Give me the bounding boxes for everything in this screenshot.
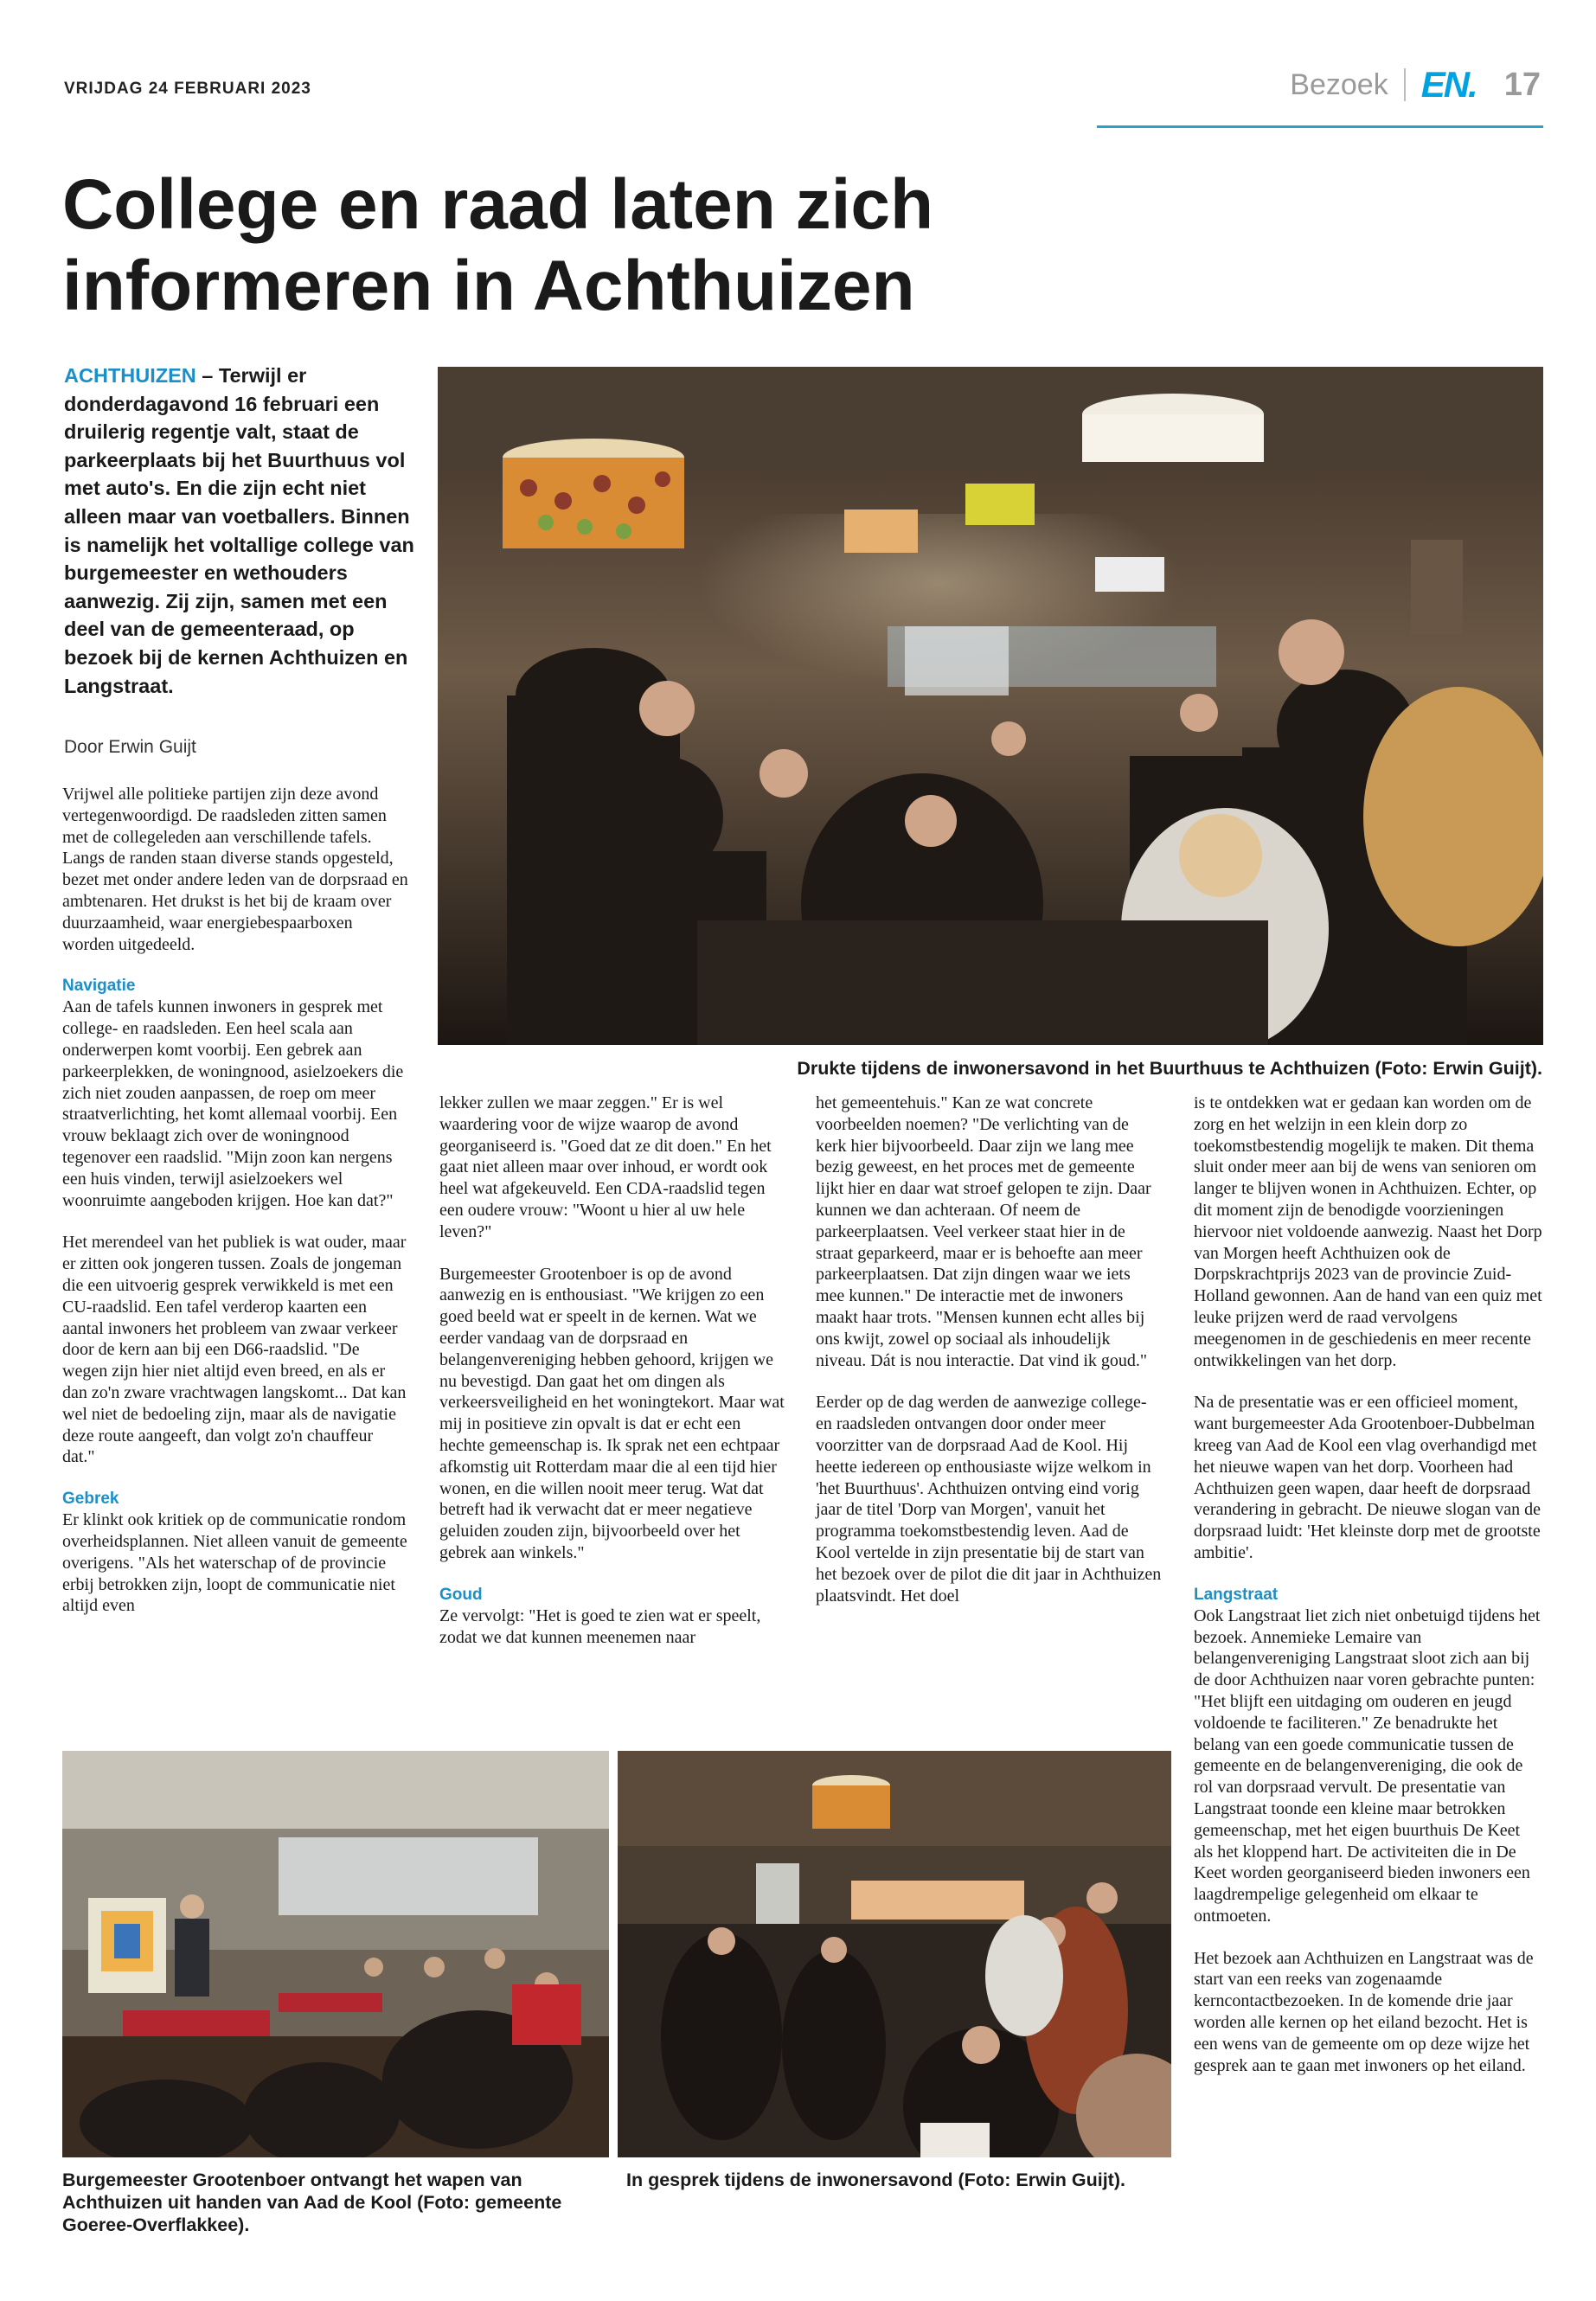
article-column-2 — [439, 1093, 785, 1648]
article-column-4 — [1194, 1093, 1543, 2076]
page-number: 17 — [1503, 66, 1541, 103]
main-photo — [438, 367, 1543, 1045]
article-headline — [62, 164, 1014, 327]
column-2-paragraph-2: Burgemeester Grootenboer is op de avond aanwezig en is enthousiast. "We krijgen zo een goed beeld wat er speelt in de kernen. Wat we eerder vandaag van de dorpsraad en belangenvereniging hebben gehoord, krijgen we nu bevestigd. Dan gaat het om dingen als verkeersveiligheid en het woningtekort. Maar wat mij in positieve zin opvalt is dat er echt een hechte gemeenschap is. Ik sprak net een echtpaar afkomstig uit Rotterdam maar die al een tijd hier wonen, en die willen nooit meer terug. Wat dat betreft had ik verwacht dat er meer negatieve geluiden zouden zijn, bijvoorbeeld over het gebrek aan winkels." — [439, 1264, 785, 1562]
conversation-image — [618, 1751, 1171, 2157]
column-2-paragraph-3: Ze vervolgt: "Het is goed te zien wat er speelt, zodat we dat kunnen meenemen naar — [439, 1606, 761, 1647]
column-1-paragraph-2: Aan de tafels kunnen inwoners in gesprek met college- en raadsleden. Een heel scala aan onderwerpen komt voorbij. Een gebrek aan parkeerplekken, de woningnood, asielzoekers die zich niet zouden aanpassen, de roep om meer straatverlichting, het komt allemaal voorbij. Een vrouw beklaagt zich over de woningnood tegenover een raadslid. "Mijn zoon kan nergens een huis vinden, terwijl asielzoekers wel woonruimte aangeboden krijgen. Hoe kan dat?" — [62, 997, 404, 1210]
conversation-photo — [618, 1751, 1171, 2157]
main-photo-caption: Drukte tijdens de inwonersavond in het Buurthuus te Achthuizen (Foto: Erwin Guijt). — [797, 1058, 1542, 1079]
column-4-paragraph-2: Na de presentatie was er een officieel moment, want burgemeester Ada Grootenboer-Dubbelman kreeg van Aad de Kool een vlag overhandigd met het nieuwe wapen van het dorp. Voorheen had Achthuizen geen wapen, daar heeft de dorpsraad verandering in gebracht. De nieuwe slogan van de dorpsraad luidt: 'Het kleinste dorp met de grootste ambitie'. — [1194, 1393, 1541, 1562]
dateline-place: ACHTHUIZEN — [64, 364, 196, 387]
column-1-paragraph-1: Vrijwel alle politieke partijen zijn deze avond vertegenwoordigd. De raadsleden zitten samen met de collegeleden aan verschillende tafels. Langs de randen staan diverse stands opgesteld, bezet met onder andere leden van de dorpsraad en ambtenaren. Het drukst is het bij de kraam over duurzaamheid, waar energiebespaarboxen worden uitgedeeld. — [62, 785, 408, 954]
article-column-1 — [62, 784, 408, 1617]
column-1-paragraph-3: Het merendeel van het publiek is wat ouder, maar er zitten ook jongeren tussen. Zoals de jongeman die een uitvoerig gesprek verwikkeld is met een CU-raadslid. Een tafel verderop kaarten een aantal inwoners het probleem van zwaar verkeer door de kern aan bij een D66-raadslid. "De wegen zijn hier niet altijd even breed, en als er dan zo'n zware vrachtwagen langskomt... Dat kan wel niet de bedoeling zijn, maar als de navigatie deze route aangeeft, dan volgt zo'n chauffeur dat." — [62, 1233, 407, 1467]
article-column-3 — [816, 1093, 1162, 1606]
article-intro — [64, 362, 417, 700]
flag-photo-caption: Burgemeester Grootenboer ontvangt het wapen van Achthuizen uit handen van Aad de Kool (Foto: gemeente Goeree-Overflakkee). — [62, 2170, 562, 2235]
section-label: Bezoek — [1290, 67, 1388, 101]
page-header — [1290, 62, 1541, 107]
intro-text: – Terwijl er donderdagavond 16 februari een druilerig regentje valt, staat de parkeerplaats bij het Buurthuus vol met auto's. En die zijn echt niet alleen maar van voetballers. Binnen is namelijk het voltallige college van burgemeester en wethouders aanwezig. Zij zijn, samen met een deel van de gemeenteraad, op bezoek bij de kernen Achthuizen en Langstraat. — [64, 364, 414, 697]
header-rule — [1097, 125, 1543, 128]
conversation-photo-caption: In gesprek tijdens de inwonersavond (Foto: Erwin Guijt). — [626, 2170, 1125, 2190]
newspaper-logo: EN. — [1420, 64, 1477, 105]
subheading-goud: Goud — [439, 1585, 483, 1604]
byline: Door Erwin Guijt — [64, 737, 196, 757]
flag-handover-image — [62, 1751, 609, 2157]
column-2-paragraph-1: lekker zullen we maar zeggen." Er is wel waardering voor de wijze waarop de avond georganiseerd is. "Goed dat ze dit doen." En het gaat niet alleen maar over inhoud, er wordt ook heel wat afgekeuveld. Een CDA-raadslid tegen een oudere vrouw: "Woont u hier al uw hele leven?" — [439, 1093, 772, 1241]
subheading-navigatie: Navigatie — [62, 977, 136, 996]
column-4-paragraph-3: Ook Langstraat liet zich niet onbetuigd tijdens het bezoek. Annemieke Lemaire van belangenvereniging Langstraat sloot zich aan bij de door Achthuizen naar voren gebrachte punten: "Het blijft een uitdaging om ouderen en jeugd voldoende te faciliteren." Ze benadrukte het belang van een goede communicatie tussen de gemeente en de belangenvereniging, die ook de rol van dorpsraad vervult. De presentatie van Langstraat toonde een kleine maar betrokken gemeenschap, met het eigen buurthuis De Keet als het kloppend hart. De activiteiten die in De Keet worden georganiseerd bieden inwoners een laagdrempelige gelegenheid om elkaar te ontmoeten. — [1194, 1606, 1541, 1926]
subheading-gebrek: Gebrek — [62, 1490, 119, 1509]
column-4-paragraph-4: Het bezoek aan Achthuizen en Langstraat was de start van een reeks van zogenaamde kerncontactbezoeken. In de komende drie jaar worden alle kernen op het eiland bezocht. Het is een wens van de gemeente om op deze wijze het gesprek aan te gaan met inwoners op het eiland. — [1194, 1948, 1534, 2075]
header-divider — [1404, 68, 1406, 101]
column-1-paragraph-4: Er klinkt ook kritiek op de communicatie rondom overheidsplannen. Niet alleen vanuit de gemeente overigens. "Als het waterschap of de provincie erbij betrokken zijn, loopt de communicatie niet altijd even — [62, 1510, 407, 1616]
column-4-paragraph-1: is te ontdekken wat er gedaan kan worden om de zorg en het welzijn in een klein dorp zo toekomstbestendig mogelijk te maken. Dit thema sluit onder meer aan bij de wens van senioren om langer te blijven wonen in Achthuizen. Echter, op dit moment zijn de benodigde voorzieningen hiervoor niet voldoende aanwezig. Naast het Dorp van Morgen heeft Achthuizen ook de Dorpskrachtprijs 2023 van de provincie Zuid-Holland gewonnen. Aan de hand van een quiz met leuke prijzen werd de raad vervolgens meegenomen in de geschiedenis en meer recente ontwikkelingen van het dorp. — [1194, 1093, 1542, 1370]
column-3-paragraph-1: het gemeentehuis." Kan ze wat concrete voorbeelden noemen? "De verlichting van de kerk hier bijvoorbeeld. Daar zijn we lang mee bezig geweest, en het proces met de gemeente lijkt hier en daar wat stroef gelopen te zijn. Daar kunnen we dan achteraan. Of neem de parkeerplaatsen. Veel verkeer staat hier in de straat geparkeerd, maar er is behoefte aan meer parkeerplaatsen. Dat zijn dingen waar we iets mee kunnen." De interactie met de inwoners maakt haar trots. "Mensen kunnen echt alles bij ons kwijt, zowel op sociaal als inhoudelijk niveau. Dát is nou interactie. Dat vind ik goud." — [816, 1093, 1151, 1370]
flag-handover-photo — [62, 1751, 609, 2157]
subheading-langstraat: Langstraat — [1194, 1585, 1279, 1604]
main-photo-image — [438, 367, 1543, 1045]
column-3-paragraph-2: Eerder op de dag werden de aanwezige college- en raadsleden ontvangen door onder meer voorzitter van de dorpsraad Aad de Kool. Hij heette iedereen op enthousiaste wijze welkom in 'het Buurthuus'. Achthuizen ontving eind vorig jaar de titel 'Dorp van Morgen', vanuit het programma toekomstbestendig leven. Aad de Kool vertelde in zijn presentatie bij de start van het bezoek over de pilot die dit jaar in Achthuizen plaatsvindt. Het doel — [816, 1393, 1162, 1606]
headline-line-2: informeren in Achthuizen — [62, 247, 915, 325]
headline-line-1: College en raad laten zich — [62, 165, 934, 244]
issue-date: VRIJDAG 24 FEBRUARI 2023 — [64, 80, 311, 98]
